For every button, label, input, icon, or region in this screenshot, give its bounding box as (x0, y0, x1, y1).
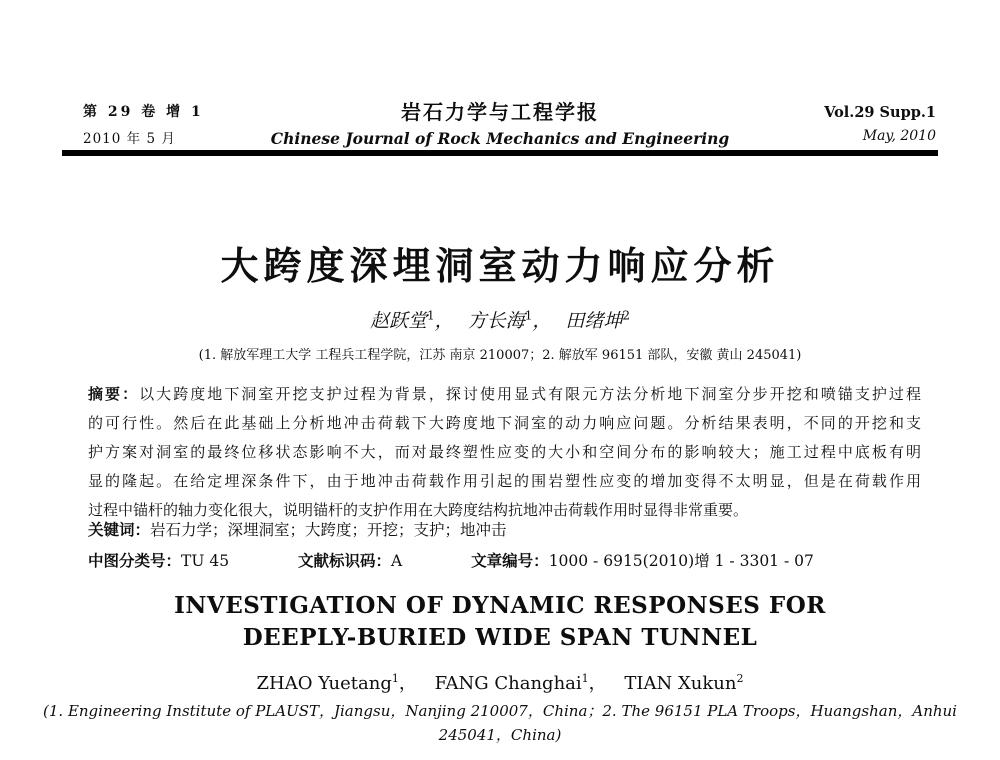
doc-code-label: 文献标识码： (298, 552, 392, 570)
author-name: ZHAO Yuetang (256, 673, 392, 694)
journal-title-cn: 岩石力学与工程学报 (401, 100, 599, 124)
classification-row (88, 549, 814, 571)
journal-title-en: Chinese Journal of Rock Mechanics and Engineering (270, 129, 730, 148)
volume-issue-cn: 第 29 卷 增 1 (83, 104, 204, 120)
author-en (624, 673, 743, 694)
clc-label: 中图分类号： (88, 552, 182, 570)
article-id-label: 文章编号： (471, 552, 549, 570)
author-affil-sup: 2 (736, 672, 744, 685)
author-name: 方长海 (467, 310, 525, 332)
keywords-text: 岩石力学；深埋洞室；大跨度；开挖；支护；地冲击 (150, 521, 507, 539)
affiliation-en-line1: (1. Engineering Institute of PLAUST，Jiangsu，Nanjing 210007，China；2. The 96151 PLA Troops，Huangshan，Anhui (43, 702, 957, 720)
author-cn (565, 310, 630, 332)
article-id-segment (471, 552, 814, 570)
author-name: 赵跃堂 (369, 310, 427, 332)
volume-issue-en: Vol.29 Supp.1 (824, 104, 936, 121)
affiliation-en-line2: 245041，China) (438, 726, 562, 744)
abstract-line: 的可行性。然后在此基础上分析地冲击荷载下大跨度地下洞室的动力响应问题。分析结果表明，不同的开挖和支 (88, 414, 921, 432)
author-separator: ， (532, 310, 552, 332)
article-title-en-line1: INVESTIGATION OF DYNAMIC RESPONSES FOR (174, 592, 826, 619)
affiliation-cn: (1. 解放军理工大学 工程兵工程学院，江苏 南京 210007；2. 解放军 96151 部队，安徽 黄山 245041) (198, 348, 802, 363)
author-affil-sup: 1 (581, 672, 589, 685)
article-title-en (0, 590, 1000, 654)
author-separator: ， (588, 673, 607, 694)
header-right (824, 104, 936, 144)
abstract-text: 以大跨度地下洞室开挖支护过程为背景，探讨使用显式有限元方法分析地下洞室分步开挖和喷锚支护过程 (139, 385, 921, 403)
keywords-label: 关键词： (88, 521, 151, 539)
author-name: TIAN Xukun (624, 673, 737, 694)
abstract-line: 显的隆起。在给定埋深条件下，由于地冲击荷载作用引起的围岩塑性应变的增加变得不太明显，但是在荷载作用 (88, 472, 921, 490)
author-cn (370, 310, 462, 332)
doc-code-segment (298, 552, 402, 570)
author-affil-sup: 1 (391, 672, 399, 685)
author-affil-sup: 2 (622, 308, 631, 323)
header-divider-rule (62, 150, 938, 156)
article-id-value: 1000 - 6915(2010)增 1 - 3301 - 07 (548, 552, 814, 570)
doc-code-value: A (391, 552, 403, 570)
publish-date-cn: 2010 年 5 月 (83, 131, 176, 147)
clc-segment (88, 552, 229, 570)
author-cn (468, 310, 560, 332)
article-title-cn: 大跨度深埋洞室动力响应分析 (220, 244, 780, 288)
author-name: 田绪坤 (565, 310, 623, 332)
author-affil-sup: 1 (524, 308, 533, 323)
abstract-line (88, 380, 921, 409)
author-separator: ， (434, 310, 454, 332)
author-separator: ， (398, 673, 417, 694)
author-name: FANG Changhai (434, 673, 582, 694)
affiliation-en (0, 699, 1000, 747)
authors-en (0, 669, 1000, 695)
keywords-row (88, 518, 507, 540)
author-en (257, 673, 429, 694)
article-title-en-line2: DEEPLY-BURIED WIDE SPAN TUNNEL (242, 624, 758, 651)
abstract-label: 摘要： (88, 385, 140, 403)
abstract-line: 过程中锚杆的轴力变化很大，说明锚杆的支护作用在大跨度结构抗地冲击荷载作用时显得非常重要。 (88, 501, 749, 519)
author-affil-sup: 1 (426, 308, 435, 323)
authors-cn (0, 306, 1000, 333)
author-en (435, 673, 619, 694)
clc-value: TU 45 (181, 552, 230, 570)
abstract-line: 护方案对洞室的最终位移状态影响不大，而对最终塑性应变的大小和空间分布的影响较大；施工过程中底板有明 (88, 443, 921, 461)
publish-date-en: May, 2010 (862, 128, 936, 144)
abstract-block (88, 380, 921, 525)
